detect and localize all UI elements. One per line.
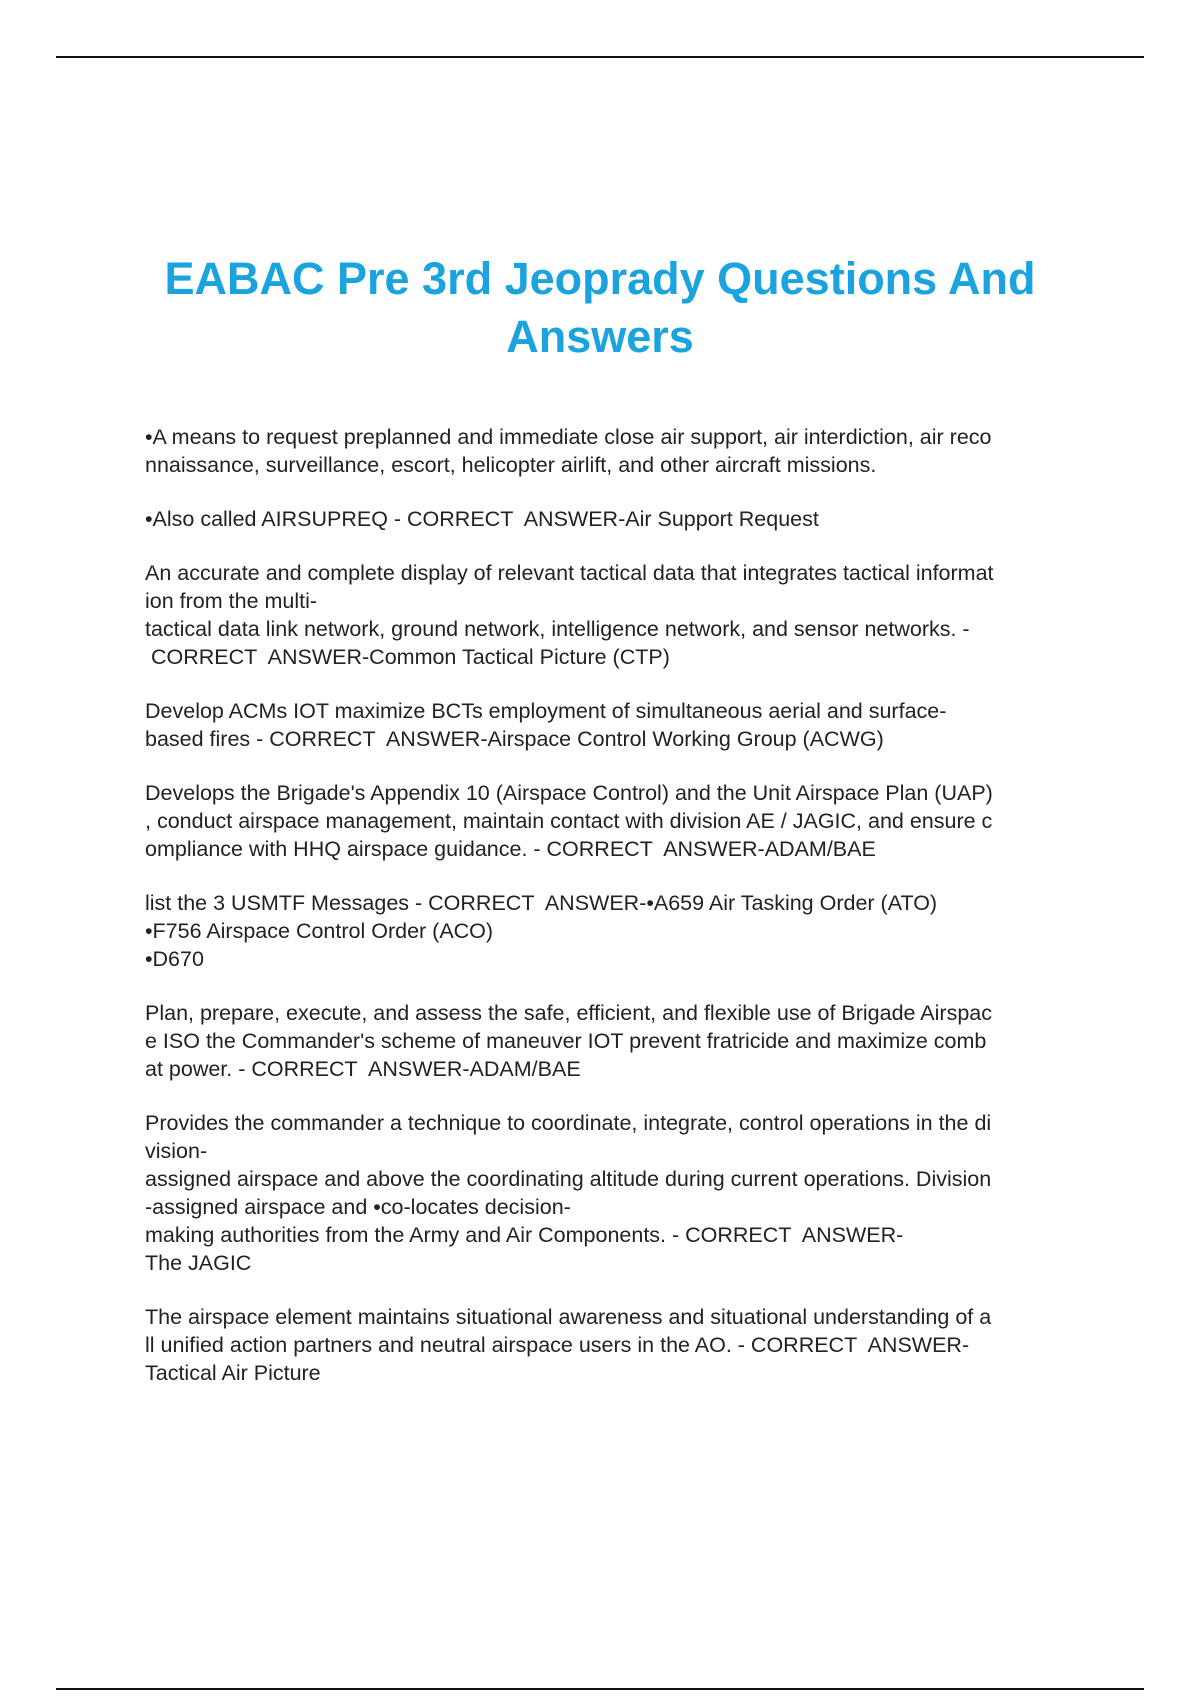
text-line: nnaissance, surveillance, escort, helicopter airlift, and other aircraft missions. [145,453,877,477]
qa-entry-text [145,889,1095,973]
qa-entry-text [145,779,1095,863]
text-line: e ISO the Commander's scheme of maneuver IOT prevent fratricide and maximize comb [145,1029,987,1053]
text-line: •Also called AIRSUPREQ - CORRECT ANSWER-Air Support Request [145,507,819,531]
text-line: Tactical Air Picture [145,1361,321,1385]
text-line: list the 3 USMTF Messages - CORRECT ANSWER-•A659 Air Tasking Order (ATO) [145,891,938,915]
qa-entry-text [145,1303,1095,1387]
qa-entry [145,779,1095,863]
text-line: at power. - CORRECT ANSWER-ADAM/BAE [145,1057,581,1081]
text-line: making authorities from the Army and Air Components. - CORRECT ANSWER- [145,1223,904,1247]
qa-entry [145,1303,1095,1387]
document-title: EABAC Pre 3rd Jeoprady Questions And Answers [164,253,1036,362]
text-line: ompliance with HHQ airspace guidance. - CORRECT ANSWER-ADAM/BAE [145,837,876,861]
qa-entry [145,999,1095,1083]
text-line: Provides the commander a technique to coordinate, integrate, control operations in the di [145,1111,992,1135]
text-line: , conduct airspace management, maintain contact with division AE / JAGIC, and ensure c [145,809,993,833]
text-line: vision- [145,1139,208,1163]
qa-entry-text [145,505,1095,533]
text-line: Develop ACMs IOT maximize BCTs employment of simultaneous aerial and surface- [145,699,947,723]
qa-entry-text [145,999,1095,1083]
header-rule [56,56,1144,58]
qa-list [145,423,1095,1413]
text-line: The airspace element maintains situational awareness and situational understanding of a [145,1305,992,1329]
text-line: Develops the Brigade's Appendix 10 (Airspace Control) and the Unit Airspace Plan (UAP) [145,781,993,805]
text-line: Plan, prepare, execute, and assess the safe, efficient, and flexible use of Brigade Airspac [145,1001,992,1025]
text-line: ion from the multi- [145,589,318,613]
text-line: based fires - CORRECT ANSWER-Airspace Control Working Group (ACWG) [145,727,884,751]
text-line: assigned airspace and above the coordinating altitude during current operations. Division [145,1167,992,1191]
text-line: •D670 [145,947,204,971]
text-line: An accurate and complete display of relevant tactical data that integrates tactical informat [145,561,994,585]
footer-rule [56,1688,1144,1690]
qa-entry [145,697,1095,753]
text-line: The JAGIC [145,1251,252,1275]
qa-entry [145,1109,1095,1277]
text-line: tactical data link network, ground network, intelligence network, and sensor networks. - [145,617,970,641]
qa-entry-text [145,1109,1095,1277]
qa-entry [145,889,1095,973]
qa-entry [145,559,1095,671]
text-line: •A means to request preplanned and immediate close air support, air interdiction, air reco [145,425,992,449]
text-line: CORRECT ANSWER-Common Tactical Picture (CTP) [145,645,670,669]
text-line: ll unified action partners and neutral airspace users in the AO. - CORRECT ANSWER- [145,1333,970,1357]
qa-entry-text [145,697,1095,753]
qa-entry-text [145,423,1095,479]
text-line: •F756 Airspace Control Order (ACO) [145,919,494,943]
qa-entry-text [145,559,1095,671]
text-line: -assigned airspace and •co-locates decision- [145,1195,571,1219]
qa-entry [145,423,1095,533]
